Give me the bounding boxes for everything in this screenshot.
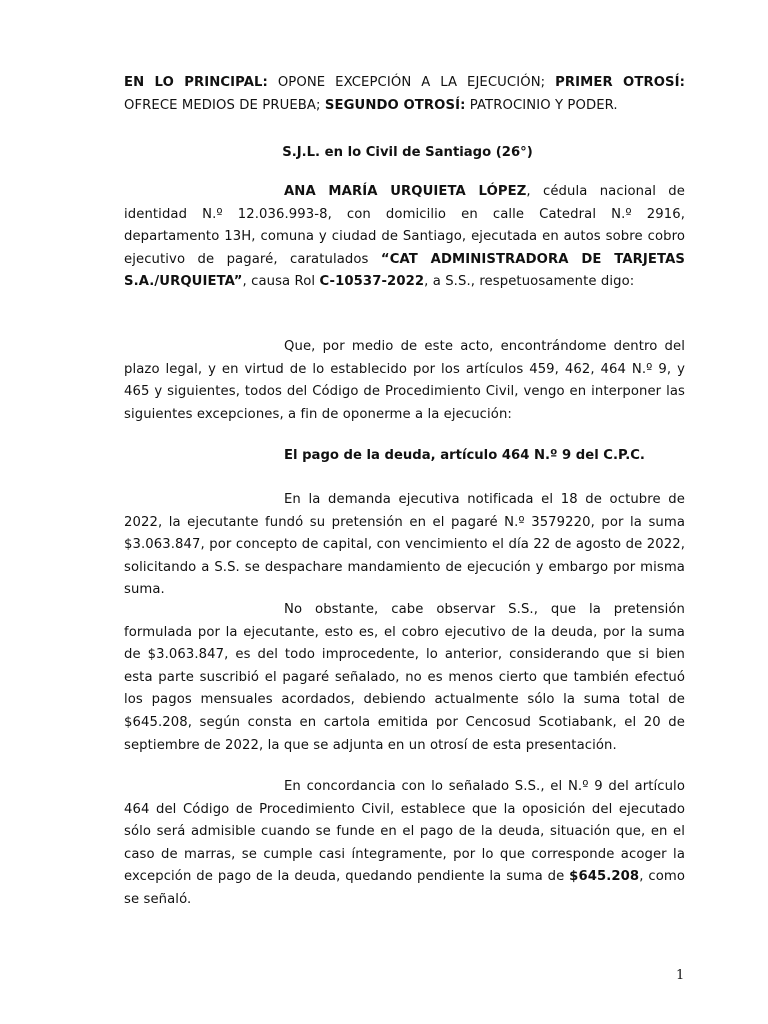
primer-otrosi-label: PRIMER OTROSÍ: — [555, 75, 685, 90]
page-number: 1 — [676, 968, 685, 983]
section-subheading: El pago de la deuda, artículo 464 N.º 9 del C.P.C. — [284, 448, 645, 463]
demanda-paragraph: En la demanda ejecutiva notificada el 18 de octubre de 2022, la ejecutante fundó su pretensión en el pagaré N.º 3579220, por la suma $3.063.847, por concepto de capital, con vencimiento el día 22 de agosto de 2022, solicitando a S.S. se despachare mandamiento de ejecución y embargo por misma suma. — [124, 492, 685, 598]
primer-otrosi-text: OFRECE MEDIOS DE PRUEBA; — [124, 97, 325, 113]
intro-paragraph — [124, 181, 685, 294]
principal-text: OPONE EXCEPCIÓN A LA EJECUCIÓN; — [267, 75, 556, 90]
summary-heading — [124, 72, 685, 117]
concordancia-paragraph — [124, 776, 685, 912]
intro-text-2: , causa Rol — [242, 274, 320, 290]
principal-label: EN LO PRINCIPAL: — [124, 75, 268, 90]
intro-text-1: , cédula nacional de identidad N.º 12.036.993-8, con domicilio en calle Catedral N.º 2916, departamento 13H, comuna y ciudad de Santiago, ejecutada en autos sobre cobro ejecutivo de pagaré, caratulados — [124, 184, 685, 267]
court-heading: S.J.L. en lo Civil de Santiago (26°) — [282, 145, 533, 160]
concordancia-text-2: , como se señaló. — [124, 869, 686, 907]
concordancia-text-1: En concordancia con lo señalado S.S., el N.º 9 del artículo 464 del Código de Procedimiento Civil, establece que la oposición del ejecutado sólo será admisible cuando se funde en el pago de la deuda, situación que, en el caso de marras, se cumple casi íntegramente, por lo que corresponde acoger la excepción de pago de la deuda, quedando pendiente la suma de — [124, 779, 685, 885]
segundo-otrosi-text: PATROCINIO Y PODER. — [465, 97, 618, 113]
pending-amount: $645.208 — [569, 869, 640, 885]
no-obstante-paragraph: No obstante, cabe observar S.S., que la pretensión formulada por la ejecutante, esto es, el cobro ejecutivo de la deuda, por la suma de $3.063.847, es del todo improcedente, lo anterior, considerando que si bien esta parte suscribió el pagaré señalado, no es menos cierto que también efectuó los pagos mensuales acordados, debiendo actualmente sólo la suma total de $645.208, según consta en cartola emitida por Cencosud Scotiabank, el 20 de septiembre de 2022, la que se adjunta en un otrosí de esta presentación. — [124, 602, 685, 753]
case-caption: “CAT ADMINISTRADORA DE TARJETAS S.A./URQUIETA” — [124, 251, 685, 290]
party-name: ANA MARÍA URQUIETA LÓPEZ — [284, 184, 527, 199]
segundo-otrosi-label: SEGUNDO OTROSÍ: — [324, 97, 466, 113]
intro-text-3: , a S.S., respetuosamente digo: — [424, 274, 635, 290]
case-rol: C-10537-2022 — [319, 274, 425, 290]
que-paragraph: Que, por medio de este acto, encontrándome dentro del plazo legal, y en virtud de lo establecido por los artículos 459, 462, 464 N.º 9, y 465 y siguientes, todos del Código de Procedimiento Civil, vengo en interponer las siguientes excepciones, a fin de oponerme a la ejecución: — [124, 339, 685, 422]
